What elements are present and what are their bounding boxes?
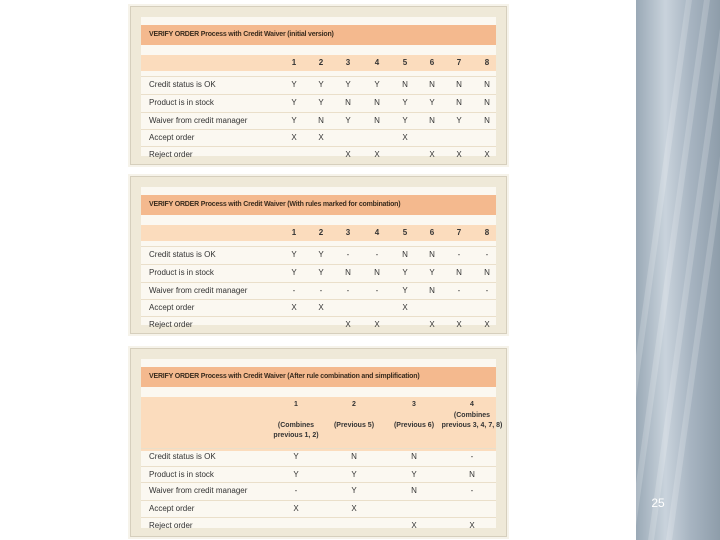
row-label: Reject order <box>149 521 193 530</box>
table-cell: X <box>456 150 462 159</box>
table-cell: X <box>429 320 435 329</box>
column-header: 3 <box>345 58 351 67</box>
table-cell: Y <box>402 98 408 107</box>
table-cell: X <box>345 320 351 329</box>
table-cell: N <box>318 116 324 125</box>
column-header: 7 <box>456 228 462 237</box>
table-cell: X <box>291 133 297 142</box>
table-cell: - <box>485 250 489 259</box>
table-cell: X <box>318 133 324 142</box>
table-cell: N <box>345 268 351 277</box>
table-cell: X <box>293 504 299 513</box>
table-cell: X <box>456 320 462 329</box>
table-cell: N <box>456 268 462 277</box>
column-header: 8 <box>484 228 490 237</box>
table-cell: N <box>484 80 490 89</box>
row-divider <box>141 282 496 283</box>
row-label: Reject order <box>149 320 193 329</box>
table-cell: N <box>429 116 435 125</box>
table-cell: X <box>374 320 380 329</box>
row-divider <box>141 482 496 483</box>
decision-table-card <box>130 6 507 165</box>
table-cell: Y <box>291 250 297 259</box>
column-header: 3 <box>412 401 416 408</box>
table-cell: Y <box>456 116 462 125</box>
row-divider <box>141 246 496 247</box>
table-cell: - <box>375 250 379 259</box>
column-header: 3 <box>345 228 351 237</box>
row-divider <box>141 500 496 501</box>
table-cell: Y <box>351 486 357 495</box>
table-cell: X <box>291 303 297 312</box>
table-cell: X <box>402 303 408 312</box>
column-header: 7 <box>456 58 462 67</box>
table-cell: Y <box>318 268 324 277</box>
table-cell: N <box>469 470 475 479</box>
row-label: Accept order <box>149 303 195 312</box>
table-cell: N <box>345 98 351 107</box>
row-label: Product is in stock <box>149 98 214 107</box>
table-cell: - <box>294 486 298 495</box>
table-cell: N <box>484 116 490 125</box>
table-cell: X <box>402 133 408 142</box>
table-cell: N <box>351 452 357 461</box>
row-divider <box>141 448 496 449</box>
row-label: Waiver from credit manager <box>149 286 248 295</box>
row-label: Product is in stock <box>149 268 214 277</box>
table-cell: N <box>374 98 380 107</box>
table-cell: X <box>411 521 417 530</box>
table-cell: - <box>319 286 323 295</box>
table-title: VERIFY ORDER Process with Credit Waiver (After rule combination and simplification) <box>141 367 496 387</box>
table-cell: Y <box>374 80 380 89</box>
table-cell: N <box>374 268 380 277</box>
table-cell: N <box>429 286 435 295</box>
table-cell: N <box>411 452 417 461</box>
column-header: 2 <box>318 58 324 67</box>
decision-table <box>141 187 496 329</box>
table-cell: Y <box>402 268 408 277</box>
table-cell: Y <box>293 452 299 461</box>
table-cell: N <box>484 98 490 107</box>
table-cell: X <box>318 303 324 312</box>
column-note: (Previous 5) <box>333 422 375 429</box>
row-label: Accept order <box>149 133 195 142</box>
table-cell: - <box>346 250 350 259</box>
column-note: (Combines previous 3, 4, 7, 8) <box>441 412 503 429</box>
column-header: 1 <box>294 401 298 408</box>
table-cell: X <box>351 504 357 513</box>
table-cell: Y <box>351 470 357 479</box>
table-cell: Y <box>411 470 417 479</box>
table-cell: Y <box>291 80 297 89</box>
row-label: Credit status is OK <box>149 452 216 461</box>
table-cell: N <box>456 80 462 89</box>
table-cell: X <box>345 150 351 159</box>
table-cell: Y <box>291 268 297 277</box>
table-cell: - <box>292 286 296 295</box>
row-divider <box>141 129 496 130</box>
table-cell: Y <box>293 470 299 479</box>
table-cell: X <box>429 150 435 159</box>
column-note: (Previous 6) <box>393 422 435 429</box>
row-label: Reject order <box>149 150 193 159</box>
table-cell: N <box>411 486 417 495</box>
column-header: 5 <box>402 58 408 67</box>
row-divider <box>141 299 496 300</box>
column-header: 6 <box>429 228 435 237</box>
row-divider <box>141 316 496 317</box>
table-title: VERIFY ORDER Process with Credit Waiver (With rules marked for combination) <box>141 195 496 215</box>
table-title: VERIFY ORDER Process with Credit Waiver (initial version) <box>141 25 496 45</box>
table-cell: N <box>429 250 435 259</box>
row-label: Product is in stock <box>149 470 214 479</box>
column-header: 1 <box>291 228 297 237</box>
column-note: (Combines previous 1, 2) <box>273 422 319 439</box>
row-divider <box>141 94 496 95</box>
table-cell: X <box>484 320 490 329</box>
table-cell: Y <box>291 98 297 107</box>
decision-table-card <box>130 348 507 537</box>
table-cell: Y <box>429 268 435 277</box>
table-cell: Y <box>291 116 297 125</box>
column-header: 4 <box>374 58 380 67</box>
column-header: 1 <box>291 58 297 67</box>
column-header: 4 <box>470 401 474 408</box>
table-cell: - <box>375 286 379 295</box>
table-cell: - <box>457 250 461 259</box>
table-cell: X <box>374 150 380 159</box>
table-cell: Y <box>429 98 435 107</box>
table-cell: X <box>484 150 490 159</box>
table-cell: Y <box>318 98 324 107</box>
column-header: 5 <box>402 228 408 237</box>
row-label: Credit status is OK <box>149 80 216 89</box>
table-cell: - <box>470 452 474 461</box>
column-header: 2 <box>352 401 356 408</box>
page-number: 25 <box>651 496 665 510</box>
row-label: Waiver from credit manager <box>149 116 248 125</box>
table-cell: N <box>402 250 408 259</box>
table-cell: - <box>457 286 461 295</box>
column-header: 2 <box>318 228 324 237</box>
row-divider <box>141 466 496 467</box>
table-cell: Y <box>345 80 351 89</box>
table-cell: N <box>456 98 462 107</box>
table-cell: N <box>429 80 435 89</box>
row-label: Waiver from credit manager <box>149 486 248 495</box>
table-cell: Y <box>402 116 408 125</box>
table-cell: X <box>469 521 475 530</box>
column-header: 8 <box>484 58 490 67</box>
decision-table-card <box>130 176 507 334</box>
row-divider <box>141 264 496 265</box>
table-cell: - <box>470 486 474 495</box>
row-divider <box>141 146 496 147</box>
column-header: 6 <box>429 58 435 67</box>
table-cell: - <box>485 286 489 295</box>
row-divider <box>141 76 496 77</box>
table-cell: Y <box>345 116 351 125</box>
row-divider <box>141 517 496 518</box>
table-cell: N <box>484 268 490 277</box>
table-cell: Y <box>318 250 324 259</box>
row-label: Accept order <box>149 504 195 513</box>
table-cell: N <box>402 80 408 89</box>
table-cell: N <box>374 116 380 125</box>
decision-table <box>141 359 503 530</box>
row-label: Credit status is OK <box>149 250 216 259</box>
table-cell: - <box>346 286 350 295</box>
decision-table <box>141 17 496 159</box>
table-cell: Y <box>402 286 408 295</box>
table-cell: Y <box>318 80 324 89</box>
decorative-sidebar <box>636 0 720 540</box>
column-header: 4 <box>374 228 380 237</box>
row-divider <box>141 112 496 113</box>
